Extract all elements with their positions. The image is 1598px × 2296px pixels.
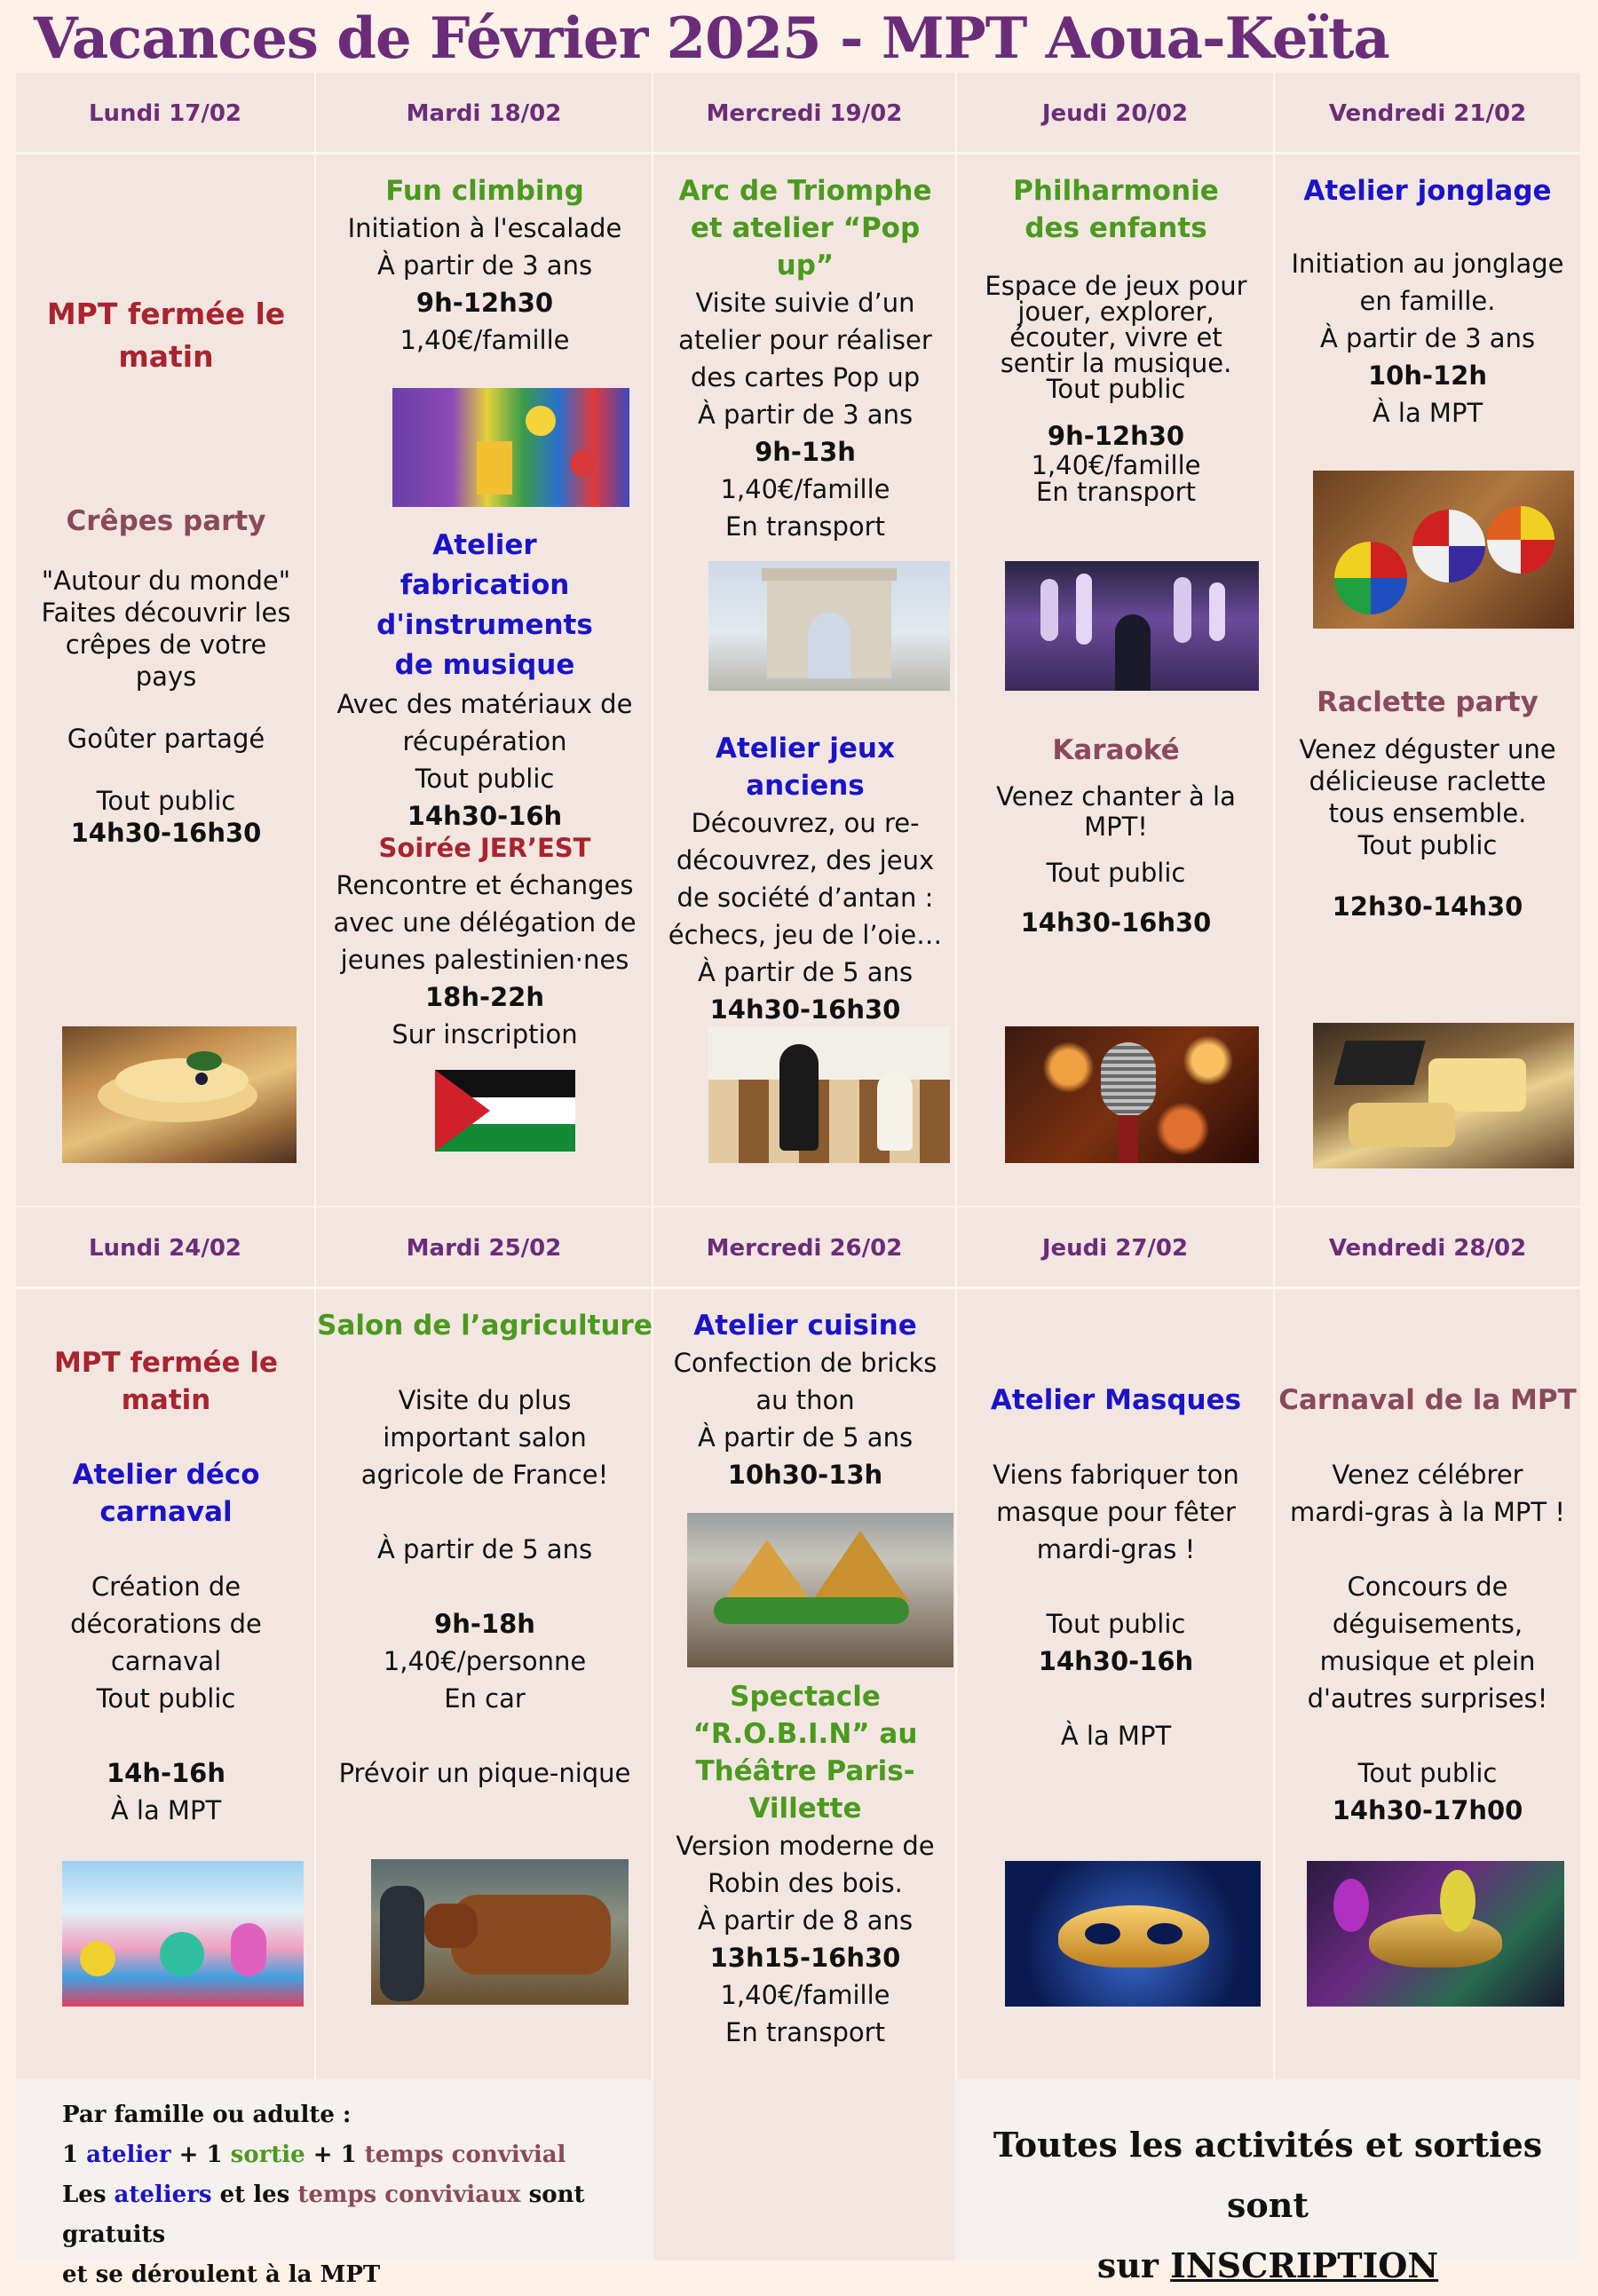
day-header: Jeudi 20/02	[957, 73, 1275, 154]
carnival-decorations-photo	[62, 1861, 304, 2007]
activity-line: À partir de 5 ans	[697, 1422, 914, 1453]
audience: Tout public	[96, 786, 236, 816]
activity-line: Venez déguster une	[1299, 734, 1556, 764]
registration-line: Toutes les activités et sorties sont	[993, 2125, 1543, 2225]
place: À la MPT	[110, 1795, 222, 1825]
activity-title: Philharmonie des enfants	[1013, 175, 1219, 244]
carnival-masks-photo	[1307, 1861, 1564, 2007]
karaoke-block	[957, 732, 1275, 941]
activity-title: Soirée JER’EST	[378, 833, 591, 863]
microphone-photo	[1005, 1026, 1259, 1163]
crepes-party-block	[16, 503, 316, 849]
time: 10h-12h	[1367, 360, 1488, 391]
audience: Tout public	[1046, 374, 1186, 404]
time: 12h30-14h30	[1332, 891, 1523, 922]
activity-line: À partir de 8 ans	[697, 1905, 914, 1936]
note: Sur inscription	[392, 1019, 578, 1049]
wednesday-19-cell	[653, 172, 957, 545]
time: 14h30-16h	[1038, 1646, 1194, 1676]
activity-line: décorations de	[70, 1609, 262, 1639]
activity-title: Atelier jonglage	[1303, 175, 1552, 207]
price: 1,40€/famille	[400, 325, 570, 355]
palestine-flag	[435, 1070, 575, 1152]
transport: En transport	[725, 2017, 885, 2047]
activity-line: échecs, jeu de l’oie…	[668, 920, 943, 950]
footer-line: et se déroulent à la MPT	[62, 2261, 381, 2288]
activity-line: récupération	[402, 726, 567, 756]
tuesday-18-cell	[316, 172, 653, 359]
registration-line: sur INSCRIPTION	[1096, 2245, 1439, 2285]
climbing-wall-photo	[392, 388, 629, 507]
activity-line: crêpes de votre	[65, 629, 267, 660]
activity-line: carnaval	[110, 1646, 222, 1676]
juggling-balls-photo	[1313, 471, 1574, 629]
day-header: Mardi 18/02	[316, 73, 653, 154]
activity-line: Espace de jeux pour	[985, 271, 1247, 301]
day-header: Lundi 17/02	[16, 73, 316, 154]
closed-notice: MPT fermée le matin	[46, 297, 286, 374]
thursday-20-cell	[957, 172, 1275, 505]
activity-title: Atelier fabrication d'instruments de musique	[376, 529, 593, 681]
activity-title: Carnaval de la MPT	[1278, 1384, 1577, 1416]
time: 9h-13h	[755, 437, 856, 467]
day-header: Mercredi 26/02	[653, 1207, 957, 1289]
activity-line: Goûter partagé	[67, 724, 265, 754]
note: Prévoir un pique-nique	[338, 1758, 631, 1788]
transport: En transport	[725, 511, 885, 542]
day-header: Lundi 24/02	[16, 1207, 316, 1289]
time: 14h30-16h30	[70, 818, 262, 848]
transport: En transport	[1036, 477, 1196, 507]
activity-line: Initiation à l'escalade	[347, 213, 622, 243]
old-games-block	[653, 730, 957, 1028]
activity-line: masque pour fêter	[996, 1497, 1236, 1527]
activity-line: musique et plein	[1319, 1646, 1536, 1676]
audience: Tout public	[1046, 1609, 1186, 1639]
activity-title: Spectacle “R.O.B.I.N” au Théâtre Paris-Villette	[692, 1681, 918, 1825]
activity-line: À partir de 3 ans	[1319, 323, 1536, 353]
transport: En car	[444, 1683, 526, 1714]
time: 14h-16h	[106, 1758, 226, 1788]
inscription-word: INSCRIPTION	[1170, 2245, 1439, 2285]
time: 13h15-16h30	[709, 1943, 901, 1973]
audience: Tout public	[1046, 858, 1186, 888]
activity-line: en famille.	[1359, 286, 1496, 316]
time: 14h30-17h00	[1332, 1795, 1523, 1825]
audience: Tout public	[1357, 1758, 1498, 1788]
time: 9h-12h30	[415, 288, 554, 318]
activity-line: À partir de 3 ans	[376, 250, 593, 281]
day-header: Mardi 25/02	[316, 1207, 653, 1289]
audience: Tout public	[1357, 830, 1498, 860]
price: 1,40€/personne	[383, 1646, 587, 1676]
audience: Tout public	[96, 1683, 236, 1714]
time: 14h30-16h30	[709, 994, 901, 1025]
monday-17-cell	[16, 293, 316, 378]
instrument-workshop-block	[316, 526, 653, 835]
activity-line: "Autour du monde"	[41, 566, 291, 596]
philharmonie-photo	[1005, 561, 1259, 691]
place: À la MPT	[1372, 398, 1483, 428]
activity-title: Crêpes party	[66, 505, 266, 537]
page-title: Vacances de Février 2025 - MPT Aoua-Keïta	[34, 5, 1389, 72]
thursday-27-cell	[957, 1382, 1275, 1754]
activity-line: Confection de bricks	[673, 1348, 937, 1378]
footer-line: Les ateliers et les temps conviviaux sont gratuits	[62, 2181, 585, 2248]
activity-line: découvrez, des jeux	[676, 845, 935, 875]
activity-line: Création de	[91, 1572, 241, 1602]
raclette-party-block	[1275, 684, 1580, 925]
activity-line: au thon	[755, 1385, 855, 1415]
day-header: Jeudi 27/02	[957, 1207, 1275, 1289]
crepes-photo	[62, 1026, 297, 1163]
price: 1,40€/famille	[720, 1980, 890, 2010]
footer-info	[16, 2079, 653, 2288]
activity-line: avec une délégation de	[333, 907, 637, 938]
activity-line: Viens fabriquer ton	[993, 1460, 1239, 1490]
time: 18h-22h	[424, 982, 545, 1012]
bricks-photo	[687, 1513, 953, 1667]
activity-line: Découvrez, ou re-	[691, 808, 920, 838]
chess-photo	[708, 1026, 950, 1163]
friday-28-cell	[1275, 1382, 1580, 1829]
gold-mask-photo	[1005, 1861, 1261, 2007]
activity-title: Karaoké	[1052, 734, 1180, 766]
day-header: Vendredi 21/02	[1328, 100, 1527, 127]
price: 1,40€/famille	[720, 474, 890, 504]
time: 10h30-13h	[727, 1460, 883, 1490]
time: 14h30-16h	[407, 801, 563, 831]
activity-line: Visite du plus	[398, 1385, 572, 1415]
activity-line: Visite suivie d’un	[695, 288, 915, 318]
activity-title: Atelier cuisine	[693, 1310, 917, 1342]
activity-line: d'autres surprises!	[1307, 1683, 1548, 1714]
audience: Tout public	[415, 764, 555, 794]
activity-line: sentir la musique.	[1000, 348, 1232, 378]
activity-line: Concours de	[1347, 1572, 1508, 1602]
activity-line: mardi-gras !	[1036, 1534, 1196, 1564]
activity-title: Raclette party	[1317, 686, 1539, 718]
arc-de-triomphe-photo	[708, 561, 950, 691]
activity-line: agricole de France!	[360, 1460, 609, 1490]
activity-line: MPT!	[1084, 812, 1148, 842]
place: À la MPT	[1060, 1721, 1172, 1751]
activity-line: Initiation au jonglage	[1291, 249, 1564, 279]
activity-line: important salon	[383, 1422, 587, 1453]
activity-line: Faites découvrir les	[41, 598, 291, 628]
activity-line: atelier pour réaliser	[678, 325, 932, 355]
activity-line: de société d’antan :	[676, 883, 934, 913]
activity-line: Version moderne de	[676, 1831, 935, 1861]
soiree-jerest-block	[316, 829, 653, 1053]
activity-line: Venez chanter à la	[996, 781, 1236, 812]
raclette-photo	[1313, 1023, 1574, 1168]
activity-line: À partir de 5 ans	[697, 957, 914, 987]
activity-line: À partir de 5 ans	[376, 1534, 593, 1564]
footer-line: Par famille ou adulte :	[62, 2102, 352, 2128]
week1-header-row	[16, 73, 1580, 154]
registration-notice	[955, 2079, 1580, 2285]
activity-line: délicieuse raclette	[1309, 766, 1547, 796]
activity-title: Atelier déco carnaval	[72, 1459, 260, 1528]
price: 1,40€/famille	[1031, 450, 1201, 480]
time: 9h-12h30	[1047, 421, 1185, 451]
friday-21-cell	[1275, 172, 1580, 431]
activity-line: Avec des matériaux de	[336, 689, 633, 719]
robin-show-block	[653, 1678, 957, 2051]
week2-wednesday-extension	[653, 2079, 957, 2260]
cow-photo	[371, 1859, 629, 2005]
time: 9h-18h	[434, 1609, 535, 1639]
activity-title: Arc de Triomphe et atelier “Pop up”	[678, 175, 932, 281]
activity-title: Salon de l’agriculture	[317, 1310, 653, 1342]
week2-header-row	[16, 1207, 1580, 1289]
activity-title: Atelier Masques	[990, 1384, 1242, 1416]
monday-24-cell	[16, 1344, 316, 1829]
activity-line: Rencontre et échanges	[336, 870, 634, 900]
activity-line: jeunes palestinien·nes	[340, 945, 629, 975]
day-header: Mercredi 19/02	[653, 73, 957, 154]
activity-line: mardi-gras à la MPT !	[1290, 1497, 1565, 1527]
activity-line: Robin des bois.	[708, 1868, 903, 1898]
activity-title: Atelier jeux anciens	[716, 732, 895, 802]
activity-line: des cartes Pop up	[690, 362, 921, 392]
day-header: Vendredi 28/02	[1328, 1235, 1527, 1262]
wednesday-26-cell	[653, 1307, 957, 1493]
activity-line: À partir de 3 ans	[697, 400, 914, 430]
footer-line: 1 atelier + 1 sortie + 1 temps convivial	[62, 2142, 566, 2168]
activity-title: Fun climbing	[385, 175, 584, 207]
activity-line: jouer, explorer,	[1017, 297, 1214, 327]
closed-notice: MPT fermée le matin	[53, 1347, 279, 1416]
activity-line: pays	[135, 661, 197, 692]
activity-line: tous ensemble.	[1328, 798, 1527, 828]
activity-line: déguisements,	[1332, 1609, 1523, 1639]
activity-line: Venez célébrer	[1332, 1460, 1523, 1490]
activity-line: écouter, vivre et	[1009, 322, 1222, 352]
tuesday-25-cell	[316, 1307, 653, 1792]
time: 14h30-16h30	[1020, 907, 1212, 938]
